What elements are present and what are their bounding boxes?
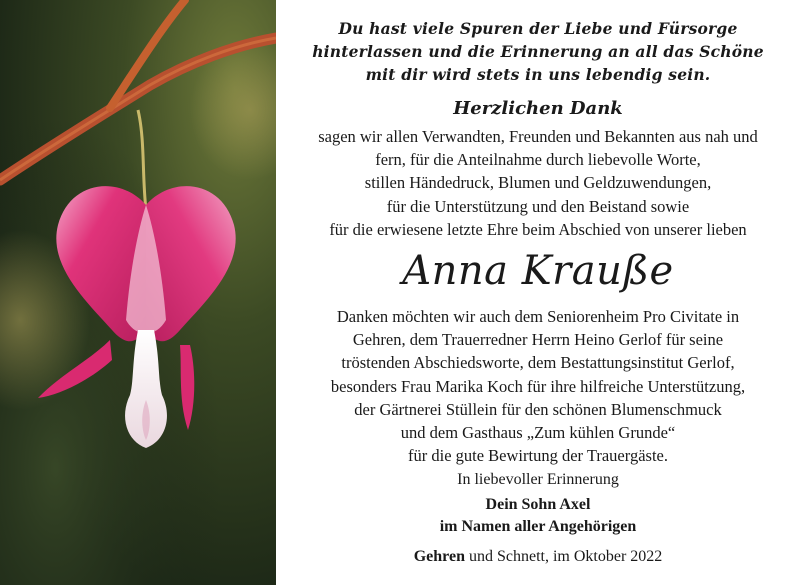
paragraph-line: für die erwiesene letzte Ehre beim Abschied von unserer lieben <box>329 219 747 239</box>
paragraph-line: fern, für die Anteilnahme durch liebevolle Worte, <box>375 150 701 170</box>
paragraph-line: sagen wir allen Verwandten, Freunden und Bekannten aus nah und <box>318 127 758 146</box>
paragraph-line: tröstenden Abschiedsworte, dem Bestattungsinstitut Gerlof, <box>341 353 735 373</box>
bleeding-heart-flower-icon <box>0 0 276 585</box>
paragraph-line: und dem Gasthaus „Zum kühlen Grunde“ <box>400 423 676 443</box>
text-panel <box>276 0 800 585</box>
signature-son: Dein Sohn Axel <box>485 496 591 513</box>
paragraph-line: Danken möchten wir auch dem Seniorenheim Pro Civitate in <box>336 307 740 326</box>
signature-family: im Namen aller Angehörigen <box>439 518 637 535</box>
paragraph-line: stillen Händedruck, Blumen und Geldzuwendungen, <box>364 173 712 193</box>
quote-line: mit dir wird stets in uns lebendig sein. <box>365 65 711 84</box>
deceased-name: Anna Krauße <box>402 248 674 294</box>
place-and-date <box>276 546 800 568</box>
paragraph-line: besonders Frau Marika Koch für ihre hilfreiche Unterstützung, <box>330 376 746 396</box>
thanks-heading: Herzlichen Dank <box>453 98 623 119</box>
quote-line: hinterlassen und die Erinnerung an all das Schöne <box>312 42 764 61</box>
flower-photo <box>0 0 276 585</box>
paragraph-line: für die gute Bewirtung der Trauergäste. <box>408 446 668 466</box>
thanks-paragraph <box>276 125 800 241</box>
paragraph-line: für die Unterstützung und den Beistand sowie <box>386 196 690 216</box>
paragraph-line: der Gärtnerei Stüllein für den schönen Blumenschmuck <box>354 399 722 419</box>
acknowledgement-paragraph <box>276 305 800 467</box>
in-memory-line: In liebevoller Erinnerung <box>457 471 619 488</box>
quote-line: Du hast viele Spuren der Liebe und Fürsorge <box>338 19 738 38</box>
opening-quote <box>276 17 800 86</box>
place-name: Gehren <box>413 548 465 565</box>
place-date-rest: und Schnett, im Oktober 2022 <box>464 548 663 565</box>
paragraph-line: Gehren, dem Trauerredner Herrn Heino Gerlof für seine <box>352 330 724 350</box>
